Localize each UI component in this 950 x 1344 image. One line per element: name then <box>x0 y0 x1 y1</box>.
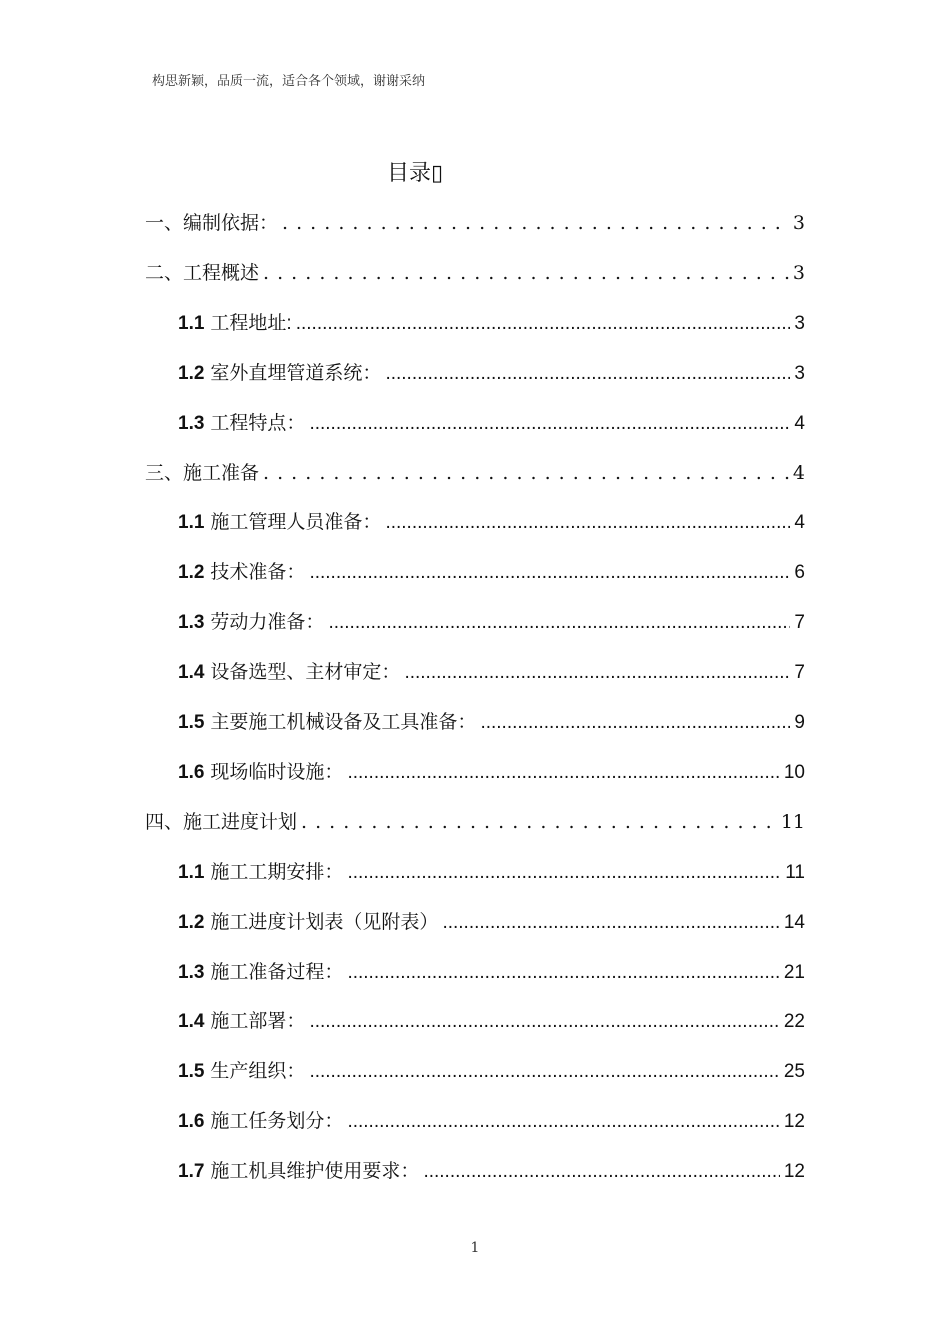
toc-dot-leader <box>263 462 789 484</box>
toc-entry-number: 1.2 <box>178 363 205 384</box>
page-header: 构思新颖，品质一流，适合各个领域，谢谢采纳 <box>152 74 426 89</box>
toc-entry-page: 9 <box>794 712 805 733</box>
toc-entry[interactable] <box>178 358 805 388</box>
toc-dot-leader <box>347 762 779 784</box>
toc-entry-page: 6 <box>794 562 805 583</box>
toc-entry-title: 工程特点： <box>210 413 306 434</box>
toc-entry-page: 11 <box>780 811 805 833</box>
toc-entry[interactable] <box>178 607 805 637</box>
toc-entry-title: 技术准备： <box>210 562 306 583</box>
toc-entry-title: 三、施工准备 <box>145 462 260 484</box>
toc-dot-leader <box>404 662 790 684</box>
toc-dot-leader <box>309 413 790 435</box>
toc-entry-number: 1.6 <box>178 762 205 783</box>
toc-title: 目录▯ <box>386 161 444 186</box>
toc-entry-number: 1.1 <box>178 512 205 533</box>
toc-entry[interactable] <box>145 807 805 837</box>
toc-entry-title: 劳动力准备： <box>210 612 325 633</box>
toc-entry-title: 施工工期安排： <box>210 862 344 883</box>
toc-entry[interactable] <box>178 507 805 537</box>
toc-entry-number: 1.2 <box>178 912 205 933</box>
toc-entry[interactable] <box>178 707 805 737</box>
toc-entry-title: 施工准备过程： <box>210 962 344 983</box>
toc-entry-number: 1.1 <box>178 862 205 883</box>
page-number: 1 <box>470 1240 480 1256</box>
toc-entry-page: 14 <box>783 912 805 933</box>
toc-dot-leader <box>309 1011 779 1033</box>
toc-entry-page: 10 <box>783 762 805 783</box>
toc-entry-title: 二、工程概述 <box>145 262 260 284</box>
toc-entry-title: 现场临时设施： <box>210 762 344 783</box>
toc-entry-page: 4 <box>794 512 805 533</box>
toc-entry[interactable] <box>178 1156 805 1186</box>
toc-entry-page: 4 <box>792 462 805 484</box>
toc-entry-title: 一、编制依据： <box>145 212 279 234</box>
toc-entry[interactable] <box>178 757 805 787</box>
toc-entry-title: 施工任务划分： <box>210 1111 344 1132</box>
toc-dot-leader <box>385 512 790 534</box>
toc-entry[interactable] <box>145 458 805 488</box>
toc-entry-page: 7 <box>794 612 805 633</box>
toc-dot-leader <box>347 962 779 984</box>
toc-entry-title: 主要施工机械设备及工具准备： <box>210 712 477 733</box>
toc-entry[interactable] <box>178 557 805 587</box>
toc-entry-page: 12 <box>783 1111 805 1132</box>
toc-entry-number: 1.4 <box>178 1011 205 1032</box>
toc-entry-title: 室外直埋管道系统： <box>210 363 382 384</box>
toc-dot-leader <box>328 612 790 634</box>
toc-entry[interactable] <box>178 657 805 687</box>
toc-entry-page: 3 <box>792 262 805 284</box>
toc-entry-title: 工程地址: <box>210 313 292 334</box>
toc-dot-leader <box>347 1111 779 1133</box>
toc-entry-number: 1.6 <box>178 1111 205 1132</box>
toc-entry-number: 1.3 <box>178 962 205 983</box>
toc-entry-page: 3 <box>794 363 805 384</box>
toc-entry[interactable] <box>178 408 805 438</box>
toc-entry[interactable] <box>178 1056 805 1086</box>
toc-entry-page: 7 <box>794 662 805 683</box>
toc-entry-number: 1.1 <box>178 313 205 334</box>
toc-dot-leader <box>385 363 790 385</box>
toc-entry-number: 1.4 <box>178 662 205 683</box>
toc-dot-leader <box>423 1161 779 1183</box>
toc-entry-number: 1.7 <box>178 1161 205 1182</box>
toc-entry-number: 1.2 <box>178 562 205 583</box>
toc-entry-page: 4 <box>794 413 805 434</box>
toc-entry[interactable] <box>145 208 805 238</box>
toc-entry-page: 22 <box>783 1011 805 1032</box>
toc-dot-leader <box>296 313 791 335</box>
toc-entry[interactable] <box>178 1106 805 1136</box>
toc-entry-number: 1.3 <box>178 413 205 434</box>
toc-entry-title: 施工机具维护使用要求： <box>210 1161 420 1182</box>
toc-entry-title: 设备选型、主材审定： <box>210 662 401 683</box>
toc-entry[interactable] <box>178 308 805 338</box>
toc-entry-page: 12 <box>783 1161 805 1182</box>
toc-entry-page: 21 <box>783 962 805 983</box>
toc-dot-leader <box>442 912 779 934</box>
toc-entry-title: 施工管理人员准备： <box>210 512 382 533</box>
toc-entry-page: 25 <box>783 1061 805 1082</box>
toc-dot-leader <box>282 212 789 234</box>
toc-entry[interactable] <box>178 857 805 887</box>
toc-dot-leader <box>347 862 781 884</box>
toc-entry-page: 3 <box>794 313 805 334</box>
toc-dot-leader <box>263 262 789 284</box>
toc-entry-number: 1.5 <box>178 1061 205 1082</box>
toc-entry-page: 3 <box>792 212 805 234</box>
toc-entry[interactable] <box>178 1006 805 1036</box>
toc-entry-page: 11 <box>785 862 805 883</box>
toc-entry-title: 施工进度计划表（见附表） <box>210 912 439 933</box>
toc-entry-title: 施工部署： <box>210 1011 306 1032</box>
toc-entry[interactable] <box>178 957 805 987</box>
toc-dot-leader <box>480 712 790 734</box>
toc-dot-leader <box>301 811 777 833</box>
toc-dot-leader <box>309 1061 779 1083</box>
toc-entry[interactable] <box>178 907 805 937</box>
toc-entry-number: 1.3 <box>178 612 205 633</box>
toc-dot-leader <box>309 562 790 584</box>
toc-entry-title: 生产组织： <box>210 1061 306 1082</box>
toc-entry-title: 四、施工进度计划 <box>145 811 298 833</box>
toc-entry-number: 1.5 <box>178 712 205 733</box>
toc-entry[interactable] <box>145 258 805 288</box>
